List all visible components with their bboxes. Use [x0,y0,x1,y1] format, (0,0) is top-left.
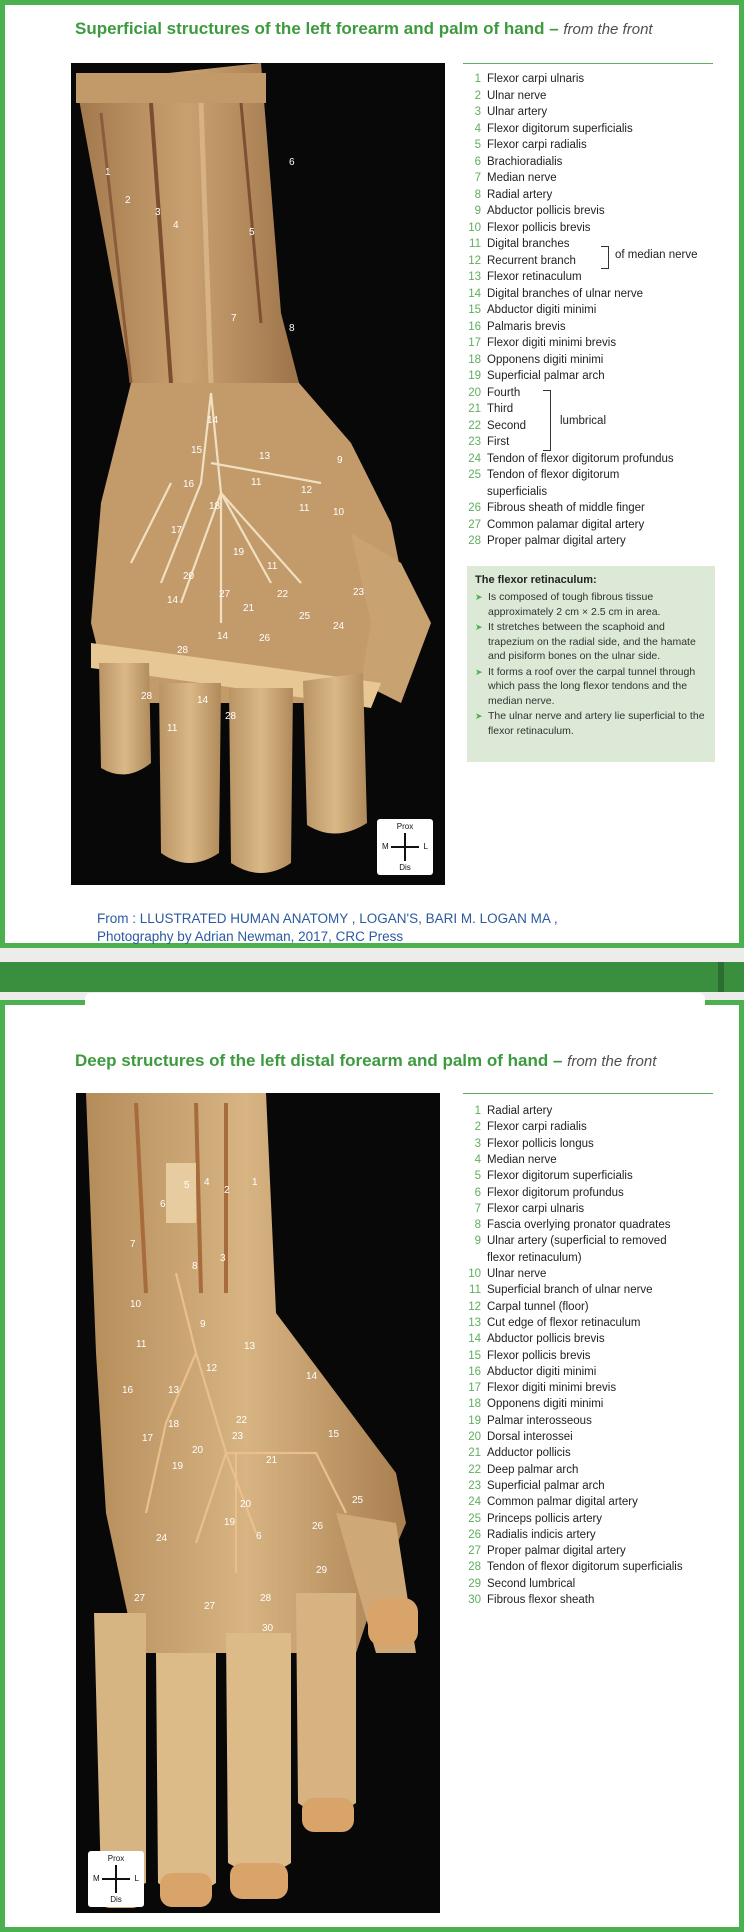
legend-item [459,484,547,500]
photo-label: 6 [256,1531,262,1542]
legend-text: Radialis indicis artery [487,1528,596,1541]
legend-number: 11 [469,1284,481,1297]
photo-label: 11 [167,723,178,734]
legend-text: Superficial palmar arch [487,1479,605,1492]
legend-text: Tendon of flexor digitorum profundus [487,452,674,465]
legend-item [459,335,616,351]
photo-label: 9 [200,1319,206,1330]
legend-item [459,517,644,533]
photo-label: 6 [289,157,295,168]
photo-label: 20 [192,1445,204,1456]
legend-number: 9 [474,205,481,217]
legend-number: 30 [468,1594,481,1606]
legend-number: 23 [468,436,481,448]
legend-number: 2 [474,89,481,102]
legend-number: 4 [474,122,481,135]
photo-label: 15 [191,445,203,456]
photo-label: 14 [197,695,209,706]
legend-item [459,1413,592,1429]
infobox-item: ➤ Is composed of tough fibrous tissue approximately 2 cm × 2.5 cm in area. [475,590,707,619]
legend-item [459,104,547,120]
legend-text: Median nerve [487,1153,557,1166]
legend-item [459,1576,575,1592]
legend-item [459,1396,603,1412]
median-bracket [601,246,609,269]
photo-label: 13 [244,1341,256,1352]
legend-text: Deep palmar arch [487,1463,579,1476]
legend-text: Brachioradialis [487,155,563,168]
legend-text: Flexor digiti minimi brevis [487,337,617,349]
legend-item [459,1445,571,1461]
flexor-retinaculum-infobox [467,566,715,762]
photo-label: 14 [217,631,229,642]
photo-label: 27 [204,1601,216,1612]
photo-label: 26 [259,633,271,644]
legend-text: Opponens digiti minimi [487,1398,604,1411]
legend-text: Radial artery [487,1105,553,1117]
legend-number: 25 [468,1512,481,1525]
photo-label: 20 [183,571,195,582]
legend-text: Fourth [487,386,521,399]
legend-item [459,1511,602,1527]
legend-item [459,1380,616,1396]
superficial-structures-panel [0,0,744,948]
legend-number: 14 [468,1333,481,1346]
photo-label: 22 [236,1415,248,1426]
legend-number: 21 [468,403,481,415]
legend-number: 9 [474,1235,481,1248]
photo-label: 16 [122,1385,134,1396]
legend-item [459,500,645,516]
deep-structures-panel [0,1000,744,1932]
photo-label: 17 [171,525,183,536]
photo-label: 7 [231,313,237,324]
photo-label: 25 [352,1495,364,1506]
legend-number: 28 [468,1561,481,1574]
legend-item [459,88,546,104]
credit-line-2: Photography by Adrian Newman, 2017, CRC Press [97,929,404,944]
legend-number: 22 [468,1463,481,1476]
photo-label: 7 [130,1239,136,1250]
legend-text: Ulnar artery [487,106,548,118]
legend-rule [463,63,713,64]
photo-label: 2 [224,1185,230,1196]
legend-number: 12 [468,254,481,267]
legend-item [459,302,596,318]
infobox-item: ➤ It forms a roof over the carpal tunnel through which pass the long flexor tendons and the median nerve. [475,665,707,709]
legend-number: 16 [468,320,481,333]
legend-item [459,1592,594,1608]
legend-text: Abductor digiti minimi [487,304,597,316]
legend-text: First [487,436,510,448]
photo-label: 15 [328,1429,340,1440]
tab-decoration [85,993,705,1027]
legend-number: 1 [474,1105,481,1117]
legend-item [459,385,520,401]
credit-line-1: From : LLUSTRATED HUMAN ANATOMY , LOGAN'S, BARI M. LOGAN MA , [97,911,558,926]
legend-text: Palmaris brevis [487,320,566,333]
legend-item [459,1217,670,1233]
legend-item [459,434,509,450]
legend-number: 15 [468,304,481,316]
photo-label: 14 [207,415,219,426]
superficial-legend [459,71,719,551]
legend-number: 28 [468,535,481,547]
legend-text: Second lumbrical [487,1577,576,1590]
legend-number: 18 [468,353,481,366]
photo-label: 30 [262,1623,274,1634]
photo-label: 19 [224,1517,236,1528]
legend-item [459,1348,591,1364]
legend-number: 27 [468,1545,481,1558]
photo-label: 24 [333,621,345,632]
legend-number: 3 [474,1137,481,1150]
legend-item [459,533,626,549]
legend-number: 11 [469,238,481,250]
legend-text: Carpal tunnel (floor) [487,1300,589,1313]
orientation-compass-2: Prox Dis M L [88,1851,144,1907]
photo-label: 14 [167,595,179,606]
median-bracket-label: of median nerve [615,249,698,261]
photo-label: 17 [142,1433,154,1444]
legend-number: 4 [474,1153,481,1166]
legend-number: 7 [474,1202,481,1215]
source-credit [97,910,657,946]
photo-label: 8 [192,1261,198,1272]
legend-number: 13 [468,1316,481,1329]
legend-number: 27 [468,518,481,531]
photo-label: 2 [125,195,131,206]
photo-label: 13 [168,1385,180,1396]
legend-text: Flexor digiti minimi brevis [487,1382,617,1395]
legend-text: Adductor pollicis [487,1447,571,1460]
legend-text: Recurrent branch [487,254,576,267]
photo-label: 5 [184,1180,190,1191]
legend-text: Flexor pollicis brevis [487,221,591,234]
legend-item [459,1185,624,1201]
legend-item [459,1119,587,1135]
photo-label: 4 [173,220,179,231]
legend-text: Fibrous sheath of middle finger [487,502,645,514]
lumbrical-bracket-label: lumbrical [560,415,607,427]
photo-label: 21 [243,603,255,614]
photo-label: 27 [219,589,231,600]
legend-number: 23 [468,1479,481,1492]
legend-item [459,203,605,219]
legend-number: 25 [468,469,481,481]
photo-label: 3 [155,207,161,218]
legend-number: 18 [468,1398,481,1411]
infobox-title: The flexor retinaculum: [475,574,597,586]
legend-text: Abductor digiti minimi [487,1365,597,1378]
photo-label: 6 [160,1199,166,1210]
legend-text: Flexor digitorum superficialis [487,122,633,135]
photo-label: 10 [333,507,345,518]
legend-text: Flexor carpi ulnaris [487,1202,585,1215]
photo-label: 13 [259,451,271,462]
legend-item [459,1299,589,1315]
legend-text: Fibrous flexor sheath [487,1594,595,1606]
legend-item [459,1168,633,1184]
legend-item [459,1559,683,1575]
legend-number: 1 [474,73,481,85]
legend-item [459,1543,626,1559]
legend-text: Abductor pollicis brevis [487,205,605,217]
panel2-title: Deep structures of the left distal forearm and palm of hand – from the front [75,1051,657,1070]
infobox-item: ➤ The ulnar nerve and artery lie superficial to the flexor retinaculum. [475,709,707,738]
photo-label: 24 [156,1533,168,1544]
legend-text: Digital branches [487,238,570,250]
legend-number: 6 [474,1186,481,1199]
photo-label: 21 [266,1455,278,1466]
legend-text: Proper palmar digital artery [487,535,626,547]
photo-label: 10 [130,1299,142,1310]
legend-text: Tendon of flexor digitorum [487,469,620,481]
legend-text: Radial artery [487,188,553,201]
deep-legend [459,1103,729,1623]
photo-label: 12 [301,485,313,496]
legend-number: 20 [468,386,481,399]
legend-number: 12 [468,1300,481,1313]
photo-label: 28 [260,1593,272,1604]
legend-number: 26 [468,502,481,514]
legend-text: Princeps pollicis artery [487,1512,603,1525]
legend-number: 8 [474,1219,481,1232]
legend-item [459,1103,552,1119]
legend-item [459,1152,557,1168]
photo-label: 19 [172,1461,184,1472]
legend-rule-2 [463,1093,713,1094]
photo-label: 11 [136,1339,147,1350]
legend-text: Tendon of flexor digitorum superficialis [487,1561,683,1574]
legend-item [459,1429,573,1445]
legend-text: superficialis [487,485,548,498]
legend-text: Fascia overlying pronator quadrates [487,1219,671,1232]
photo-label: 29 [316,1565,328,1576]
photo-label: 18 [168,1419,180,1430]
legend-text: Abductor pollicis brevis [487,1333,605,1346]
photo-label: 28 [225,711,237,722]
legend-item [459,1233,667,1249]
legend-text: Ulnar nerve [487,1268,547,1280]
legend-item [459,1315,640,1331]
legend-number: 10 [468,1268,481,1280]
legend-item [459,1364,596,1380]
legend-number: 15 [468,1349,481,1362]
photo-label: 16 [183,479,195,490]
legend-number: 10 [468,221,481,234]
legend-item [459,1331,605,1347]
photo-label: 4 [204,1177,210,1188]
photo-label: 23 [353,587,365,598]
legend-text: Flexor carpi radialis [487,1121,587,1134]
photo-label: 11 [267,561,278,572]
photo-label: 22 [277,589,289,600]
legend-text: Flexor digitorum superficialis [487,1170,633,1183]
deep-hand-illustration [76,1093,440,1913]
legend-text: Flexor pollicis longus [487,1137,594,1150]
legend-item [459,1494,638,1510]
panel1-title: Superficial structures of the left forearm and palm of hand – from the front [75,19,653,38]
photo-label: 18 [209,501,221,512]
legend-text: Superficial branch of ulnar nerve [487,1284,653,1297]
legend-text: Flexor pollicis brevis [487,1349,591,1362]
photo-label: 12 [206,1363,218,1374]
photo-label: 9 [337,455,343,466]
photo-label: 3 [220,1253,226,1264]
lumbrical-bracket [543,390,551,451]
superficial-hand-photo [71,63,445,885]
legend-number: 21 [468,1447,481,1460]
legend-number: 17 [468,337,481,349]
orientation-compass: Prox Dis M L [377,819,433,875]
photo-label: 28 [141,691,153,702]
legend-item [459,121,633,137]
legend-number: 13 [468,271,481,283]
legend-item [459,451,674,467]
legend-number: 17 [468,1382,481,1395]
legend-item [459,154,562,170]
legend-number: 20 [468,1431,481,1443]
photo-label: 26 [312,1521,324,1532]
legend-number: 6 [474,155,481,168]
legend-text: Flexor digitorum profundus [487,1186,624,1199]
panel-divider [0,962,744,992]
legend-item [459,170,557,186]
legend-text: Ulnar artery (superficial to removed [487,1235,667,1248]
legend-item [459,137,587,153]
legend-text: Superficial palmar arch [487,370,605,382]
legend-item [459,1478,605,1494]
legend-number: 24 [468,1496,481,1509]
superficial-hand-illustration [71,63,445,885]
legend-item [459,1527,596,1543]
legend-item [459,286,643,302]
legend-number: 8 [474,188,481,201]
legend-number: 2 [474,1121,481,1134]
legend-item [459,71,584,87]
photo-label: 5 [249,227,255,238]
legend-item [459,1201,584,1217]
legend-item [459,236,569,252]
legend-text: Second [487,419,527,432]
legend-item [459,253,576,269]
legend-number: 3 [474,106,481,118]
legend-item [459,187,552,203]
legend-text: Cut edge of flexor retinaculum [487,1316,641,1329]
legend-item [459,401,513,417]
legend-number: 14 [468,287,481,300]
legend-item [459,1282,653,1298]
legend-number: 29 [468,1577,481,1590]
photo-label: 25 [299,611,311,622]
legend-number: 7 [474,172,481,184]
legend-number: 26 [468,1528,481,1541]
legend-item [459,319,566,335]
legend-text: Common palmar digital artery [487,1496,638,1509]
legend-text: Ulnar nerve [487,89,547,102]
photo-label: 14 [306,1371,318,1382]
photo-label: 1 [252,1177,258,1188]
photo-label: 19 [233,547,245,558]
legend-number: 16 [468,1365,481,1378]
photo-label: 11 [299,503,310,514]
legend-text: Proper palmar digital artery [487,1545,626,1558]
legend-text: Flexor retinaculum [487,271,582,283]
legend-item [459,1250,582,1266]
legend-text: Flexor carpi ulnaris [487,73,585,85]
legend-item [459,1266,546,1282]
legend-text: Dorsal interossei [487,1431,573,1443]
legend-item [459,1462,578,1478]
legend-number: 24 [468,452,481,465]
panel1-subtitle: from the front [563,21,653,38]
legend-text: Digital branches of ulnar nerve [487,287,643,300]
legend-number: 19 [468,370,481,382]
legend-number: 5 [474,1170,481,1183]
infobox-item: ➤ It stretches between the scaphoid and trapezium on the radial side, and the hamate and pisiform bones on the ulnar side. [475,620,707,664]
legend-text: Palmar interosseous [487,1414,592,1427]
photo-label: 28 [177,645,189,656]
photo-label: 1 [105,167,111,178]
legend-item [459,467,619,483]
legend-number: 22 [468,419,481,432]
photo-label: 20 [240,1499,252,1510]
legend-item [459,368,605,384]
legend-item [459,1136,594,1152]
legend-text: Common palamar digital artery [487,518,645,531]
legend-text: Opponens digiti minimi [487,353,604,366]
legend-item [459,220,591,236]
photo-label: 23 [232,1431,244,1442]
photo-label: 27 [134,1593,146,1604]
legend-text: flexor retinaculum) [487,1251,582,1264]
deep-hand-photo [76,1093,440,1913]
legend-text: Median nerve [487,172,557,184]
legend-number: 5 [474,139,481,151]
legend-number: 19 [468,1414,481,1427]
legend-item [459,352,603,368]
legend-item [459,269,582,285]
legend-text: Flexor carpi radialis [487,139,587,151]
legend-item [459,418,526,434]
legend-text: Third [487,403,514,415]
photo-label: 8 [289,323,295,334]
photo-label: 11 [251,477,262,488]
panel2-subtitle: from the front [567,1053,657,1070]
